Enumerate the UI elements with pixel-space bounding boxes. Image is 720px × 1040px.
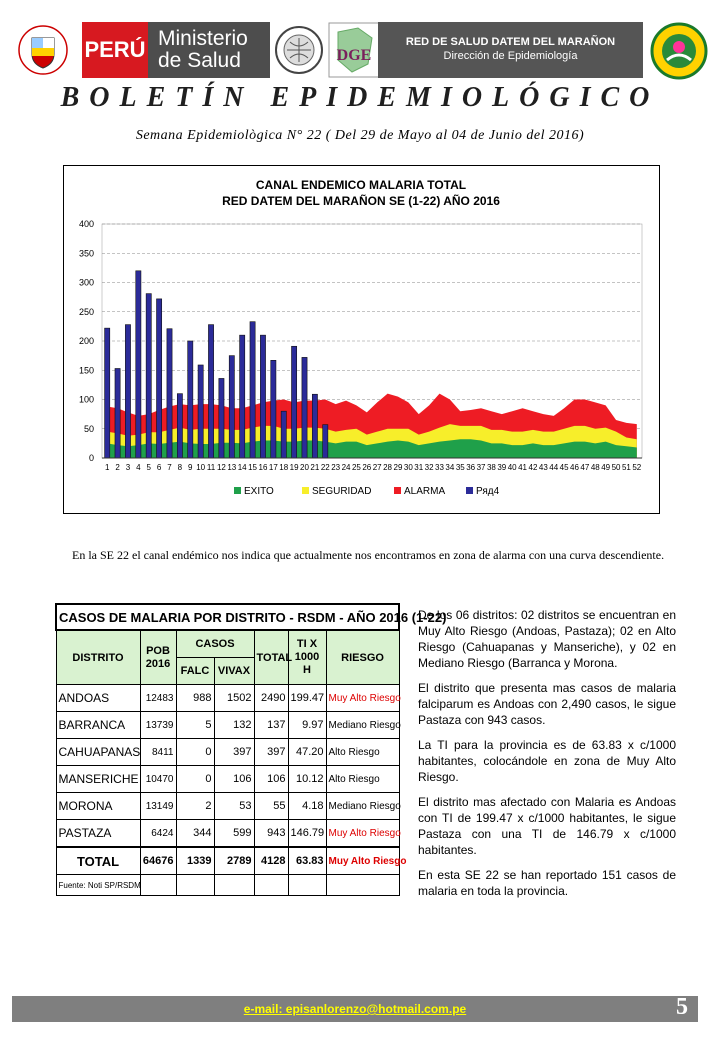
total-falc: 1339 bbox=[176, 847, 214, 875]
cases-table bbox=[55, 603, 447, 896]
x-tick-label: 10 bbox=[196, 463, 206, 472]
bar bbox=[250, 322, 255, 458]
falc-cell: 988 bbox=[176, 685, 214, 712]
x-tick-label: 37 bbox=[476, 463, 486, 472]
bar bbox=[240, 335, 245, 458]
red-datem-seal-logo bbox=[650, 22, 708, 80]
table-row bbox=[56, 766, 399, 793]
pob-cell: 6424 bbox=[140, 820, 176, 848]
footnote-blank bbox=[140, 875, 176, 896]
header-pob: POB 2016 bbox=[140, 630, 176, 685]
pob-cell: 10470 bbox=[140, 766, 176, 793]
chart-legend bbox=[234, 486, 500, 497]
table-caption: CASOS DE MALARIA POR DISTRITO - RSDM - AÑO 2016 (1-22) bbox=[56, 604, 399, 630]
analysis-paragraph: El distrito mas afectado con Malaria es Andoas con TI de 199.47 x c/1000 habitantes, le sigue Pastaza con una TI de 146.79 x c/1000 habitantes. bbox=[418, 795, 676, 857]
falc-cell: 0 bbox=[176, 766, 214, 793]
ti-cell: 146.79 bbox=[288, 820, 326, 848]
bar bbox=[188, 341, 193, 458]
vivax-cell: 53 bbox=[214, 793, 254, 820]
x-tick-label: 3 bbox=[125, 463, 131, 472]
header-total: TOTAL bbox=[254, 630, 288, 685]
riesgo-cell: Alto Riesgo bbox=[326, 739, 399, 766]
bar bbox=[219, 378, 224, 458]
riesgo-cell: Muy Alto Riesgo bbox=[326, 820, 399, 848]
falc-cell: 5 bbox=[176, 712, 214, 739]
x-tick-label: 11 bbox=[206, 463, 216, 472]
bar bbox=[136, 271, 141, 458]
y-tick-label: 350 bbox=[78, 248, 94, 259]
bar bbox=[146, 294, 151, 458]
vivax-cell: 1502 bbox=[214, 685, 254, 712]
chart-svg bbox=[64, 166, 659, 513]
total-ti: 63.83 bbox=[288, 847, 326, 875]
x-tick-label: 38 bbox=[486, 463, 496, 472]
header-falc: FALC bbox=[176, 658, 214, 685]
total-row bbox=[56, 847, 399, 875]
x-tick-label: 46 bbox=[570, 463, 579, 472]
x-tick-label: 13 bbox=[227, 463, 237, 472]
vivax-cell: 397 bbox=[214, 739, 254, 766]
total-cell: 943 bbox=[254, 820, 288, 848]
ti-cell: 199.47 bbox=[288, 685, 326, 712]
total-vivax: 2789 bbox=[214, 847, 254, 875]
renace-seal-logo bbox=[274, 22, 324, 78]
bar bbox=[292, 346, 297, 458]
dge-logo bbox=[328, 22, 380, 78]
riesgo-cell: Mediano Riesgo bbox=[326, 712, 399, 739]
x-tick-label: 18 bbox=[279, 463, 289, 472]
x-tick-label: 7 bbox=[167, 463, 172, 472]
x-tick-label: 41 bbox=[518, 463, 528, 472]
table-row bbox=[56, 685, 399, 712]
district-cell: PASTAZA bbox=[56, 820, 140, 848]
total-cell: 137 bbox=[254, 712, 288, 739]
ti-cell: 10.12 bbox=[288, 766, 326, 793]
falc-cell: 2 bbox=[176, 793, 214, 820]
district-cell: CAHUAPANAS bbox=[56, 739, 140, 766]
x-tick-label: 12 bbox=[216, 463, 226, 472]
total-total: 4128 bbox=[254, 847, 288, 875]
y-tick-label: 150 bbox=[78, 365, 94, 376]
table-row bbox=[56, 820, 399, 848]
vivax-cell: 132 bbox=[214, 712, 254, 739]
header-riesgo: RIESGO bbox=[326, 630, 399, 685]
footer-bar bbox=[12, 996, 698, 1022]
x-tick-label: 25 bbox=[351, 463, 361, 472]
banner-title: RED DE SALUD DATEM DEL MARAÑON bbox=[405, 36, 616, 48]
page-number: 5 bbox=[676, 994, 688, 1020]
falc-cell: 0 bbox=[176, 739, 214, 766]
y-tick-label: 200 bbox=[78, 336, 94, 346]
banner-subtitle: Dirección de Epidemiología bbox=[443, 50, 578, 62]
x-tick-label: 51 bbox=[621, 463, 631, 472]
pob-cell: 8411 bbox=[140, 739, 176, 766]
legend-label: EXITO bbox=[244, 486, 274, 497]
ministerio-de-salud-logo bbox=[82, 22, 270, 78]
x-tick-label: 2 bbox=[115, 463, 120, 472]
x-tick-label: 36 bbox=[466, 463, 476, 472]
ti-cell: 9.97 bbox=[288, 712, 326, 739]
total-pob: 64676 bbox=[140, 847, 176, 875]
y-tick-label: 50 bbox=[83, 423, 94, 434]
x-tick-label: 22 bbox=[320, 463, 330, 472]
x-tick-label: 31 bbox=[414, 463, 424, 472]
x-tick-label: 52 bbox=[632, 463, 642, 472]
analysis-paragraph: De los 06 distritos: 02 distritos se encuentran en Muy Alto Riesgo (Andoas, Pastaza); 02 en Alto Riesgo (Cahuapanas y Manseriche), y 02 en Mediano Riesgo (Barranca y Morona. bbox=[418, 608, 676, 670]
x-tick-label: 15 bbox=[248, 463, 258, 472]
y-tick-label: 400 bbox=[78, 219, 94, 229]
x-tick-label: 20 bbox=[300, 463, 309, 472]
ti-cell: 4.18 bbox=[288, 793, 326, 820]
pob-cell: 13149 bbox=[140, 793, 176, 820]
district-cases-table bbox=[55, 603, 447, 895]
legend-label: Ряд4 bbox=[476, 486, 500, 497]
x-tick-label: 39 bbox=[497, 463, 507, 472]
district-cell: BARRANCA bbox=[56, 712, 140, 739]
total-riesgo: Muy Alto Riesgo bbox=[326, 847, 399, 875]
pob-cell: 12483 bbox=[140, 685, 176, 712]
ti-cell: 47.20 bbox=[288, 739, 326, 766]
ministerio-label: Ministerio de Salud bbox=[158, 27, 248, 72]
district-cell: MORONA bbox=[56, 793, 140, 820]
x-tick-label: 26 bbox=[362, 463, 372, 472]
riesgo-cell: Alto Riesgo bbox=[326, 766, 399, 793]
endemic-channel-chart bbox=[63, 165, 660, 514]
x-tick-label: 45 bbox=[559, 463, 569, 472]
bulletin-subtitle: Semana Epidemiològica N° 22 ( Del 29 de Mayo al 04 de Junio del 2016) bbox=[135, 128, 585, 143]
chart-title: CANAL ENDEMICO MALARIA TOTAL bbox=[255, 178, 467, 192]
bar bbox=[167, 329, 172, 458]
riesgo-cell: Muy Alto Riesgo bbox=[326, 685, 399, 712]
x-tick-label: 28 bbox=[383, 463, 393, 472]
table-row bbox=[56, 793, 399, 820]
x-tick-label: 17 bbox=[268, 463, 278, 472]
analysis-text bbox=[418, 607, 676, 908]
x-tick-label: 23 bbox=[331, 463, 341, 472]
footnote-blank bbox=[288, 875, 326, 896]
total-cell: 2490 bbox=[254, 685, 288, 712]
chart-subtitle: RED DATEM DEL MARAÑON SE (1-22) AÑO 2016 bbox=[222, 194, 500, 208]
bar bbox=[115, 368, 120, 458]
peru-label: PERÚ bbox=[82, 22, 148, 78]
pob-cell: 13739 bbox=[140, 712, 176, 739]
analysis-paragraph: En esta SE 22 se han reportado 151 casos de malaria en toda la provincia. bbox=[418, 868, 676, 898]
total-cell: 397 bbox=[254, 739, 288, 766]
legend-label: ALARMA bbox=[404, 486, 446, 497]
header-distrito: DISTRITO bbox=[56, 630, 140, 685]
legend-swatch bbox=[302, 487, 309, 494]
x-tick-label: 42 bbox=[528, 463, 538, 472]
y-tick-label: 0 bbox=[88, 453, 94, 463]
vivax-cell: 599 bbox=[214, 820, 254, 848]
x-tick-label: 43 bbox=[538, 463, 548, 472]
analysis-paragraph: El distrito que presenta mas casos de malaria falciparum es Andoas con 2,490 casos, le sigue Pastaza con 943 casos. bbox=[418, 681, 676, 727]
total-label: TOTAL bbox=[56, 847, 140, 875]
x-tick-label: 30 bbox=[403, 463, 413, 472]
x-tick-label: 14 bbox=[237, 463, 247, 472]
bar bbox=[260, 335, 265, 458]
bar bbox=[105, 328, 110, 458]
y-tick-label: 250 bbox=[78, 306, 94, 317]
bar bbox=[281, 411, 286, 458]
footnote-blank bbox=[254, 875, 288, 896]
y-tick-label: 100 bbox=[78, 394, 94, 405]
table-row bbox=[56, 712, 399, 739]
chart-comment: En la SE 22 el canal endémico nos indica que actualmente nos encontramos en zona de alarma con una curva descendiente. bbox=[72, 548, 665, 562]
x-tick-label: 44 bbox=[549, 463, 559, 472]
table-row bbox=[56, 739, 399, 766]
header-casos: CASOS bbox=[176, 630, 254, 658]
footnote-blank bbox=[214, 875, 254, 896]
x-tick-label: 47 bbox=[580, 463, 590, 472]
riesgo-cell: Mediano Riesgo bbox=[326, 793, 399, 820]
x-tick-label: 27 bbox=[372, 463, 382, 472]
x-tick-label: 50 bbox=[611, 463, 621, 472]
x-tick-label: 48 bbox=[590, 463, 600, 472]
x-tick-label: 9 bbox=[188, 463, 193, 472]
bar bbox=[302, 357, 307, 458]
x-tick-label: 24 bbox=[341, 463, 351, 472]
x-tick-label: 35 bbox=[455, 463, 465, 472]
bar bbox=[198, 365, 203, 458]
network-banner bbox=[378, 22, 643, 78]
bar bbox=[157, 299, 162, 458]
bar bbox=[177, 394, 182, 458]
legend-label: SEGURIDAD bbox=[312, 486, 372, 497]
y-tick-label: 300 bbox=[78, 277, 94, 288]
peru-coat-of-arms-logo bbox=[18, 24, 68, 76]
x-tick-label: 34 bbox=[445, 463, 455, 472]
legend-swatch bbox=[234, 487, 241, 494]
table-footnote: Fuente: Noti SP/RSDM bbox=[56, 875, 140, 896]
x-tick-label: 5 bbox=[146, 463, 151, 472]
x-tick-label: 21 bbox=[310, 463, 320, 472]
x-tick-label: 29 bbox=[393, 463, 403, 472]
bar bbox=[323, 425, 328, 458]
district-cell: MANSERICHE bbox=[56, 766, 140, 793]
footnote-blank bbox=[326, 875, 399, 896]
x-tick-label: 49 bbox=[601, 463, 611, 472]
header bbox=[10, 14, 710, 78]
bulletin-title: BOLETÍN EPIDEMIOLÓGICO bbox=[60, 82, 660, 113]
x-tick-label: 4 bbox=[136, 463, 141, 472]
x-tick-label: 40 bbox=[507, 463, 517, 472]
bar bbox=[208, 325, 213, 458]
falc-cell: 344 bbox=[176, 820, 214, 848]
x-tick-label: 33 bbox=[435, 463, 444, 472]
vivax-cell: 106 bbox=[214, 766, 254, 793]
header-vivax: VIVAX bbox=[214, 658, 254, 685]
bar bbox=[271, 360, 276, 458]
district-cell: ANDOAS bbox=[56, 685, 140, 712]
x-tick-label: 6 bbox=[156, 463, 162, 472]
legend-swatch bbox=[394, 487, 401, 494]
x-tick-label: 19 bbox=[289, 463, 299, 472]
header-ti: TI X 1000 H bbox=[288, 630, 326, 685]
legend-swatch bbox=[466, 487, 473, 494]
x-tick-label: 16 bbox=[258, 463, 268, 472]
svg-text:DGE: DGE bbox=[336, 47, 372, 64]
footnote-blank bbox=[176, 875, 214, 896]
analysis-paragraph: La TI para la provincia es de 63.83 x c/1000 habitantes, colocándole en zona de Muy Alto Riesgo. bbox=[418, 738, 676, 784]
x-tick-label: 1 bbox=[104, 463, 110, 472]
bar bbox=[229, 356, 234, 458]
footer-email-link[interactable]: e-mail: episanlorenzo@hotmail.com.pe bbox=[243, 1002, 467, 1016]
bar bbox=[312, 394, 317, 458]
x-tick-label: 32 bbox=[424, 463, 434, 472]
total-cell: 55 bbox=[254, 793, 288, 820]
total-cell: 106 bbox=[254, 766, 288, 793]
x-tick-label: 8 bbox=[177, 463, 183, 472]
bar bbox=[125, 325, 130, 458]
plot-area bbox=[79, 219, 642, 472]
